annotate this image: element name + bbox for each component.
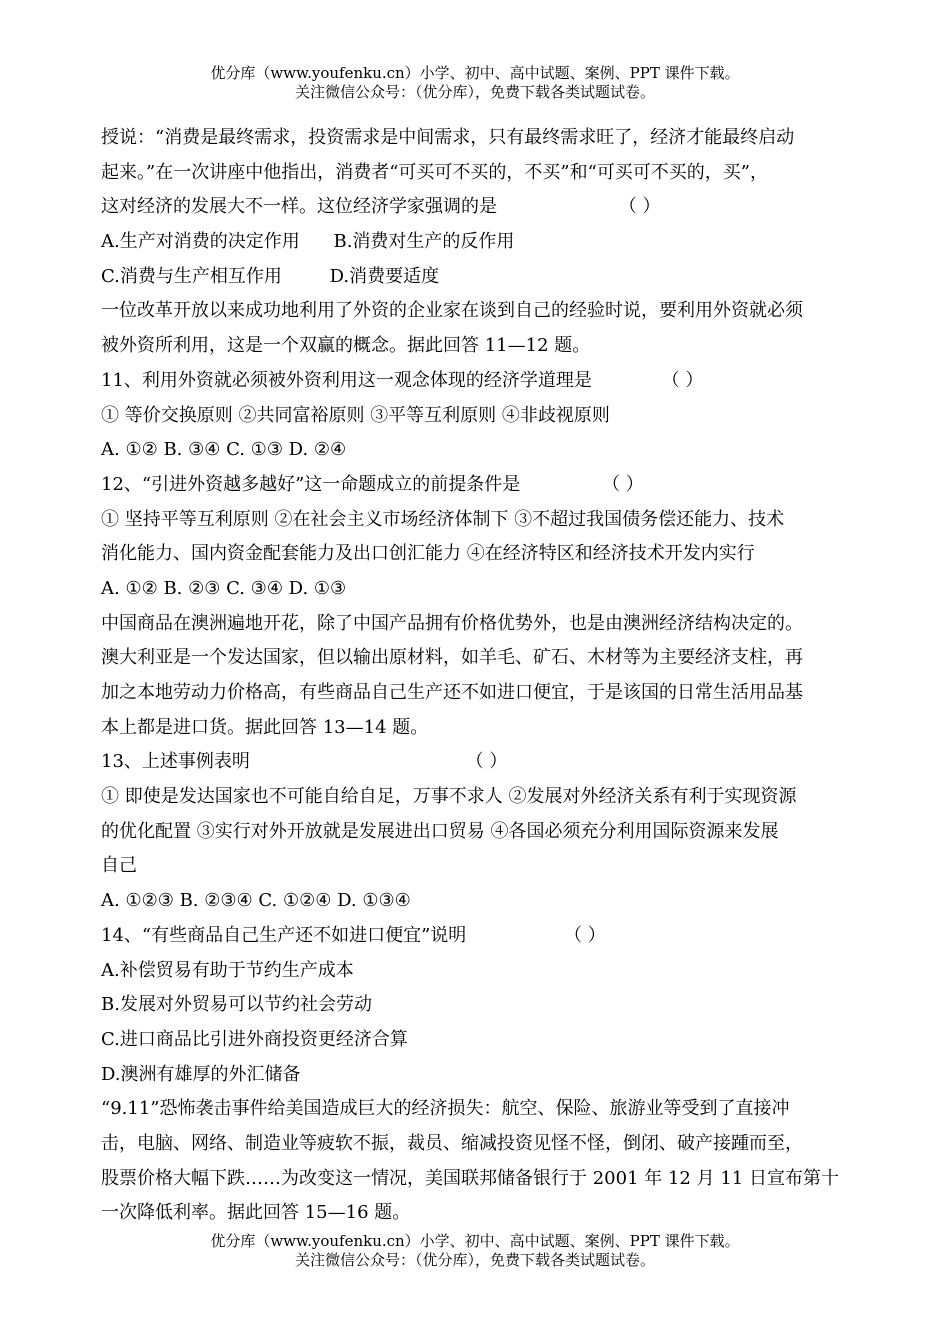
q10-option-c: C.消费与生产相互作用 — [101, 265, 282, 287]
q12-items-line-2: 消化能力、国内资金配套能力及出口创汇能力 ④在经济特区和经济技术开发内实行 — [101, 543, 755, 565]
passage-13-14-line-4: 本上都是进口货。据此回答 13—14 题。 — [101, 716, 429, 738]
passage-11-12-line-1: 一位改革开放以来成功地利用了外资的企业家在谈到自己的经验时说，要利用外资就必须 — [101, 300, 803, 322]
q10-answer-bracket: （ ） — [618, 196, 661, 218]
q13-stem — [101, 745, 861, 780]
q10-option-d: D.消费要适度 — [329, 265, 440, 287]
q12-stem — [101, 468, 861, 503]
q11-stem — [101, 364, 861, 399]
q14-option-b: B.发展对外贸易可以节约社会劳动 — [101, 994, 372, 1016]
footer-line-1: 优分库（www.youfenku.cn）小学、初中、高中试题、案例、PPT 课件下载。 — [210, 1232, 740, 1250]
q14-option-a: A.补偿贸易有助于节约生产成本 — [101, 959, 354, 981]
passage-13-14-line-1: 中国商品在澳洲遍地开花，除了中国产品拥有价格优势外，也是由澳洲经济结构决定的。 — [101, 612, 803, 634]
passage-15-16-line-1: “9.11”恐怖袭击事件给美国造成巨大的经济损失：航空、保险、旅游业等受到了直接冲 — [101, 1098, 790, 1120]
passage-11-12-line-2: 被外资所利用，这是一个双赢的概念。据此回答 11—12 题。 — [101, 335, 591, 357]
q10-options-row-2 — [101, 260, 861, 295]
document-body — [101, 121, 861, 1231]
header-line-2: 关注微信公众号：（优分库），免费下载各类试题试卷。 — [294, 83, 655, 101]
q12-items-line-1: ① 坚持平等互利原则 ②在社会主义市场经济体制下 ③不超过我国债务偿还能力、技术 — [101, 508, 785, 530]
q13-items-line-2: 的优化配置 ③实行对外开放就是发展进出口贸易 ④各国必须充分利用国际资源来发展 — [101, 820, 779, 842]
q12-answer-bracket: （ ） — [602, 473, 644, 495]
q13-stem-text: 13、上述事例表明 — [101, 751, 250, 773]
passage-15-16-line-4: 一次降低利率。据此回答 15—16 题。 — [101, 1202, 411, 1224]
q14-answer-bracket: （ ） — [564, 924, 606, 946]
header-line-1: 优分库（www.youfenku.cn）小学、初中、高中试题、案例、PPT 课件下载。 — [210, 64, 740, 82]
footer-line-2: 关注微信公众号：（优分库），免费下载各类试题试卷。 — [294, 1251, 655, 1269]
q11-answer-bracket: （ ） — [661, 369, 704, 391]
q13-items-line-1: ① 即使是发达国家也不可能自给自足，万事不求人 ②发展对外经济关系有利于实现资源 — [101, 786, 797, 808]
q10-option-b: B.消费对生产的反作用 — [333, 231, 515, 253]
q10-stem-line-1: 授说：“消费是最终需求，投资需求是中间需求，只有最终需求旺了，经济才能最终启动 — [101, 127, 795, 148]
passage-13-14-line-3: 加之本地劳动力价格高，有些商品自己生产还不如进口便宜，于是该国的日常生活用品基 — [101, 682, 803, 703]
q14-stem-text: 14、“有些商品自己生产还不如进口便宜”说明 — [101, 924, 467, 946]
q11-stem-text: 11、利用外资就必须被外资利用这一观念体现的经济学道理是 — [101, 369, 592, 391]
q13-options: A. ①②③ B. ②③④ C. ①②④ D. ①③④ — [101, 890, 411, 912]
q14-option-d: D.澳洲有雄厚的外汇储备 — [101, 1063, 301, 1085]
q14-option-c: C.进口商品比引进外商投资更经济合算 — [101, 1028, 408, 1050]
page-header — [0, 64, 950, 102]
q13-answer-bracket: （ ） — [465, 751, 508, 773]
q11-items: ① 等价交换原则 ②共同富裕原则 ③平等互利原则 ④非歧视原则 — [101, 404, 610, 426]
q10-options-row-1 — [101, 225, 861, 260]
q10-stem-line-3 — [101, 190, 861, 225]
q10-stem-text: 这对经济的发展大不一样。这位经济学家强调的是 — [101, 196, 497, 218]
q12-options: A. ①② B. ②③ C. ③④ D. ①③ — [101, 577, 347, 599]
q12-stem-text: 12、“引进外资越多越好”这一命题成立的前提条件是 — [101, 473, 521, 495]
passage-15-16-line-3: 股票价格大幅下跌……为改变这一情况，美国联邦储备银行于 2001 年 12 月 11 日宣布第十 — [101, 1167, 839, 1189]
q13-items-line-3: 自己 — [101, 855, 137, 877]
q14-stem — [101, 919, 861, 954]
passage-15-16-line-2: 击，电脑、网络、制造业等疲软不振，裁员、缩减投资见怪不怪，倒闭、破产接踵而至， — [101, 1132, 803, 1154]
q10-stem-line-2: 起来。”在一次讲座中他指出，消费者“可买可不买的，不买”和“可买可不买的，买”， — [101, 161, 769, 183]
q11-options: A. ①② B. ③④ C. ①③ D. ②④ — [101, 439, 347, 461]
passage-13-14-line-2: 澳大利亚是一个发达国家，但以输出原材料，如羊毛、矿石、木材等为主要经济支柱，再 — [101, 647, 803, 669]
page-footer — [0, 1232, 950, 1270]
q10-option-a: A.生产对消费的决定作用 — [101, 231, 300, 253]
